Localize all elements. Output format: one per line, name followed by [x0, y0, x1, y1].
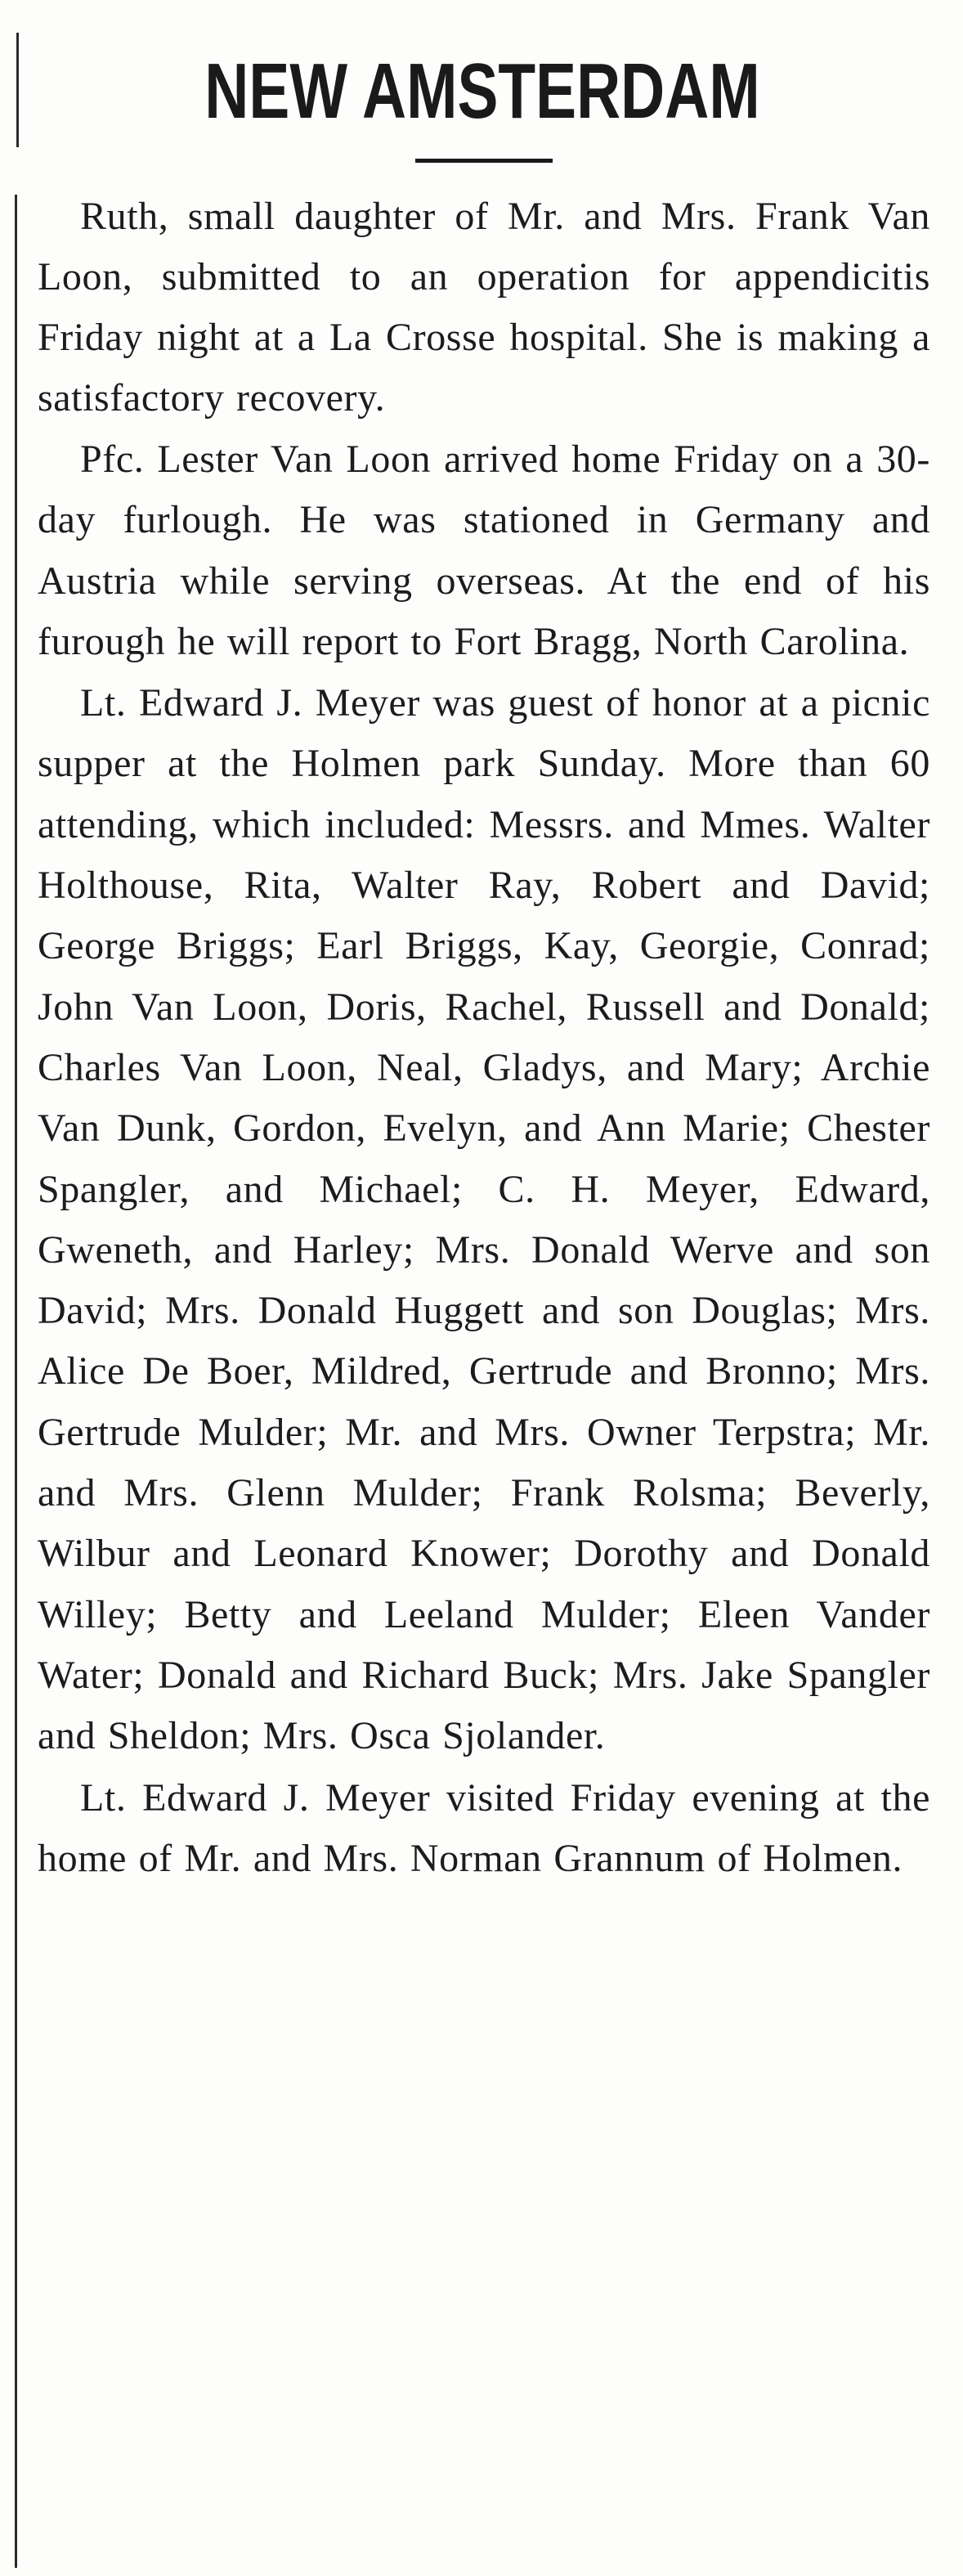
paragraph-meyer-visit: Lt. Edward J. Meyer visited Friday evening at the home of Mr. and Mrs. Norman Grannum of Holmen. — [38, 1775, 930, 1880]
column-rule-left — [15, 195, 17, 2568]
paragraph-lester-furlough: Pfc. Lester Van Loon arrived home Friday on a 30-day furlough. He was stationed in Germany and Austria while serving overseas. At the end of his furough he will report to Fort Bragg, North Carolina. — [38, 438, 930, 663]
paragraph-picnic-supper: Lt. Edward J. Meyer was guest of honor at a picnic supper at the Holmen park Sunday. More than 60 attending, which included: Messrs. and Mmes. Walter Holthouse, Rita, Walter Ray, Robert and David; George Briggs; Earl Briggs, Kay, Georgie, Conrad; John Van Loon, Doris, Rachel, Russell and Donald; Charles Van Loon, Neal, Gladys, and Mary; Archie Van Dunk, Gordon, Evelyn, and Ann Marie; Chester Spangler, and Michael; C. H. Meyer, Edward, Gweneth, and Harley; Mrs. Donald Werve and son David; Mrs. Donald Huggett and son Douglas; Mrs. Alice De Boer, Mildred, Gertrude and Bronno; Mrs. Gertrude Mulder; Mr. and Mrs. Owner Terpstra; Mr. and Mrs. Glenn Mulder; Frank Rolsma; Beverly, Wilbur and Leonard Knower; Dorothy and Donald Willey; Betty and Leeland Mulder; Eleen Vander Water; Donald and Richard Buck; Mrs. Jake Spangler and Sheldon; Mrs. Osca Sjolander. — [38, 681, 930, 1758]
headline: NEW AMSTERDAM — [204, 47, 760, 135]
headline-divider — [415, 159, 553, 163]
paragraph-ruth-operation: Ruth, small daughter of Mr. and Mrs. Frank Van Loon, submitted to an operation for appendicitis Friday night at a La Crosse hospital. She is making a satisfactory recovery. — [38, 195, 930, 420]
column-rule-top — [16, 33, 19, 147]
article-body — [38, 186, 930, 1890]
